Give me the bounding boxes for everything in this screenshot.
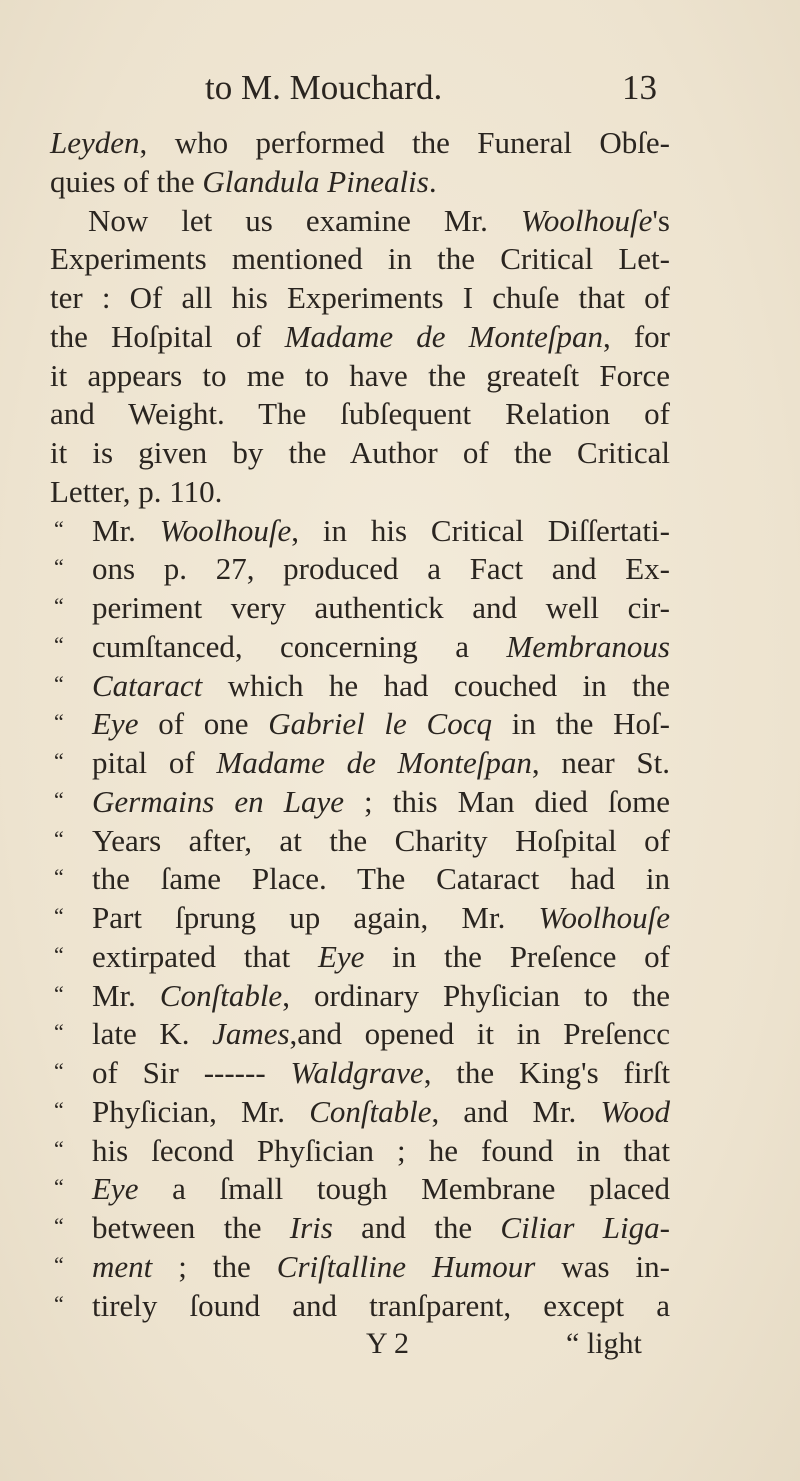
text-line [50, 860, 670, 899]
text-line [50, 1093, 670, 1132]
text-line [50, 628, 670, 667]
text-line [50, 1209, 670, 1248]
italic-text: Criſtalline Humour [276, 1248, 536, 1284]
roman-text: , in his Critical Diſſertati- [291, 512, 670, 548]
line-text [50, 318, 670, 357]
line-text [92, 1209, 670, 1248]
line-text [92, 1287, 670, 1326]
italic-text: Cataract [92, 667, 203, 703]
roman-text: it appears to me to have the greateſt Force [50, 357, 670, 393]
text-line [50, 1287, 670, 1326]
text-line [50, 1132, 670, 1171]
text-line [50, 899, 670, 938]
line-text [92, 822, 670, 861]
text-line [50, 357, 670, 396]
quotation-mark: “ [54, 515, 64, 541]
roman-text: ,and opened it in Preſencc [289, 1016, 670, 1052]
roman-text: Mr. [92, 977, 160, 1013]
body-text [50, 124, 670, 1325]
signature-mark: Y 2 [366, 1327, 410, 1360]
text-line [50, 589, 670, 628]
line-text [92, 1248, 670, 1287]
text-line [50, 1248, 670, 1287]
running-header [0, 68, 800, 112]
roman-text: in the Preſence of [364, 938, 670, 974]
italic-text: Iris [289, 1210, 333, 1245]
quotation-mark: “ [54, 709, 64, 735]
roman-text: , the King's firſt [423, 1055, 670, 1090]
quotation-mark: “ [54, 1019, 64, 1045]
line-text [92, 860, 670, 899]
roman-text: late K. [92, 1016, 213, 1052]
roman-text: extirpated that [92, 938, 318, 974]
line-text [92, 628, 670, 667]
italic-text: Wood [600, 1093, 670, 1129]
line-text [50, 124, 670, 163]
roman-text: a ſmall tough Membrane placed [138, 1171, 670, 1207]
roman-text: his ſecond Phyſician ; he found in that [92, 1132, 670, 1168]
roman-text: the Hoſpital of [50, 318, 285, 354]
quotation-mark: “ [54, 1096, 64, 1122]
quotation-mark: “ [54, 1290, 64, 1316]
text-line [50, 318, 670, 357]
italic-text: Conſtable [309, 1093, 432, 1129]
line-text [50, 240, 670, 279]
text-line [50, 240, 670, 279]
line-text [92, 977, 670, 1016]
line-text [92, 1170, 670, 1209]
roman-text: pital of [92, 745, 217, 780]
line-text [50, 163, 670, 202]
italic-text: ment [92, 1248, 153, 1284]
text-line [50, 202, 670, 241]
roman-text: Experiments mentioned in the Critical Let- [50, 241, 670, 277]
italic-text: Leyden [50, 125, 140, 160]
italic-text: Membranous [506, 628, 670, 664]
roman-text: ons p. 27, produced a Fact and Ex- [92, 551, 670, 587]
text-line [50, 279, 670, 318]
italic-text: Eye [317, 938, 365, 974]
roman-text: between the [92, 1210, 290, 1245]
running-title: to M. Mouchard. [205, 68, 443, 107]
page-number: 13 [622, 68, 657, 107]
italic-text: Eye [92, 1171, 139, 1207]
quotation-mark: “ [54, 593, 64, 618]
italic-text: Glandula Pinealis [202, 163, 429, 199]
italic-text: Madame de Monteſpan [216, 745, 532, 780]
text-line [50, 667, 670, 706]
roman-text: the ſame Place. The Cataract had in [92, 861, 670, 897]
roman-text: cumſtanced, concerning a [92, 628, 507, 664]
text-line [50, 124, 670, 163]
roman-text: Part ſprung up again, Mr. [92, 900, 539, 935]
roman-text: it is given by the Author of the Critical [50, 435, 670, 470]
roman-text: , for [602, 318, 670, 354]
line-text [92, 705, 670, 744]
quotation-mark: “ [54, 903, 64, 928]
roman-text: ; this Man died ſome [343, 783, 670, 819]
line-text [92, 1015, 670, 1054]
line-text [92, 938, 670, 977]
page-footer [0, 1327, 800, 1367]
italic-text: James [212, 1016, 290, 1052]
catchword: “ light [566, 1327, 642, 1360]
line-text [50, 202, 670, 241]
roman-text: . [428, 163, 437, 199]
line-text [50, 434, 670, 473]
line-text [92, 512, 670, 551]
roman-text: , ordinary Phyſician to the [282, 977, 670, 1013]
text-line [50, 512, 670, 551]
quotation-mark: “ [54, 1251, 64, 1277]
text-line [50, 1015, 670, 1054]
quotation-mark: “ [54, 1174, 64, 1200]
text-line [50, 395, 670, 434]
quotation-mark: “ [54, 554, 64, 580]
line-text [92, 899, 670, 938]
roman-text: in the Hoſ- [491, 706, 670, 742]
line-text [92, 1132, 670, 1171]
text-line [50, 163, 670, 202]
roman-text: Letter, p. 110. [50, 473, 223, 509]
line-text [92, 589, 670, 628]
roman-text: Now let us examine Mr. [88, 202, 521, 238]
text-line [50, 550, 670, 589]
roman-text: Years after, at the Charity Hoſpital of [92, 822, 670, 858]
text-line [50, 1054, 670, 1093]
roman-text: and the [332, 1210, 501, 1245]
line-text [92, 550, 670, 589]
italic-text: Woolhouſe [538, 900, 670, 935]
roman-text: ; the [152, 1248, 277, 1284]
line-text [50, 395, 670, 434]
text-line [50, 744, 670, 783]
roman-text: tirely ſound and tranſparent, except a [92, 1287, 670, 1323]
text-line [50, 822, 670, 861]
text-line [50, 473, 670, 512]
roman-text: Phyſician, Mr. [92, 1093, 310, 1129]
italic-text: Germains en Laye [92, 783, 344, 819]
quotation-mark: “ [54, 980, 64, 1006]
quotation-mark: “ [54, 631, 64, 657]
line-text [92, 667, 670, 706]
line-text [92, 783, 670, 822]
italic-text: Ciliar Liga- [500, 1210, 670, 1245]
quotation-mark: “ [54, 864, 64, 890]
italic-text: Waldgrave [290, 1055, 424, 1090]
roman-text: of Sir ------ [92, 1055, 291, 1090]
line-text [50, 473, 670, 512]
roman-text: was in- [535, 1248, 670, 1284]
roman-text: , who performed the Funeral Obſe- [139, 125, 670, 160]
line-text [50, 279, 670, 318]
italic-text: Eye [92, 706, 139, 742]
quotation-mark: “ [54, 1213, 64, 1238]
roman-text: , and Mr. [431, 1093, 601, 1129]
text-line [50, 783, 670, 822]
roman-text: Mr. [92, 512, 160, 548]
roman-text: and Weight. The ſubſequent Relation of [50, 396, 670, 432]
roman-text: 's [652, 202, 670, 238]
italic-text: Woolhouſe [159, 512, 292, 548]
line-text [92, 1054, 670, 1093]
italic-text: Woolhouſe [520, 202, 653, 238]
roman-text: , near St. [531, 745, 670, 780]
italic-text: Conſtable [159, 977, 283, 1013]
text-line [50, 977, 670, 1016]
quotation-mark: “ [54, 941, 64, 967]
quotation-mark: “ [54, 670, 64, 696]
quotation-mark: “ [54, 1058, 64, 1083]
line-text [92, 744, 670, 783]
roman-text: ter : Of all his Experiments I chuſe that of [50, 280, 670, 315]
text-line [50, 1170, 670, 1209]
roman-text: which he had couched in the [202, 667, 670, 703]
italic-text: Madame de Monteſpan [284, 318, 603, 354]
line-text [50, 357, 670, 396]
roman-text: quies of the [50, 163, 203, 199]
roman-text: of one [138, 706, 269, 742]
italic-text: Gabriel le Cocq [268, 706, 492, 742]
roman-text: periment very authentick and well cir- [92, 590, 670, 625]
quotation-mark: “ [54, 1135, 64, 1161]
quotation-mark: “ [54, 825, 64, 851]
line-text [92, 1093, 670, 1132]
text-line [50, 434, 670, 473]
text-line [50, 938, 670, 977]
text-line [50, 705, 670, 744]
quotation-mark: “ [54, 748, 64, 773]
quotation-mark: “ [54, 786, 64, 812]
